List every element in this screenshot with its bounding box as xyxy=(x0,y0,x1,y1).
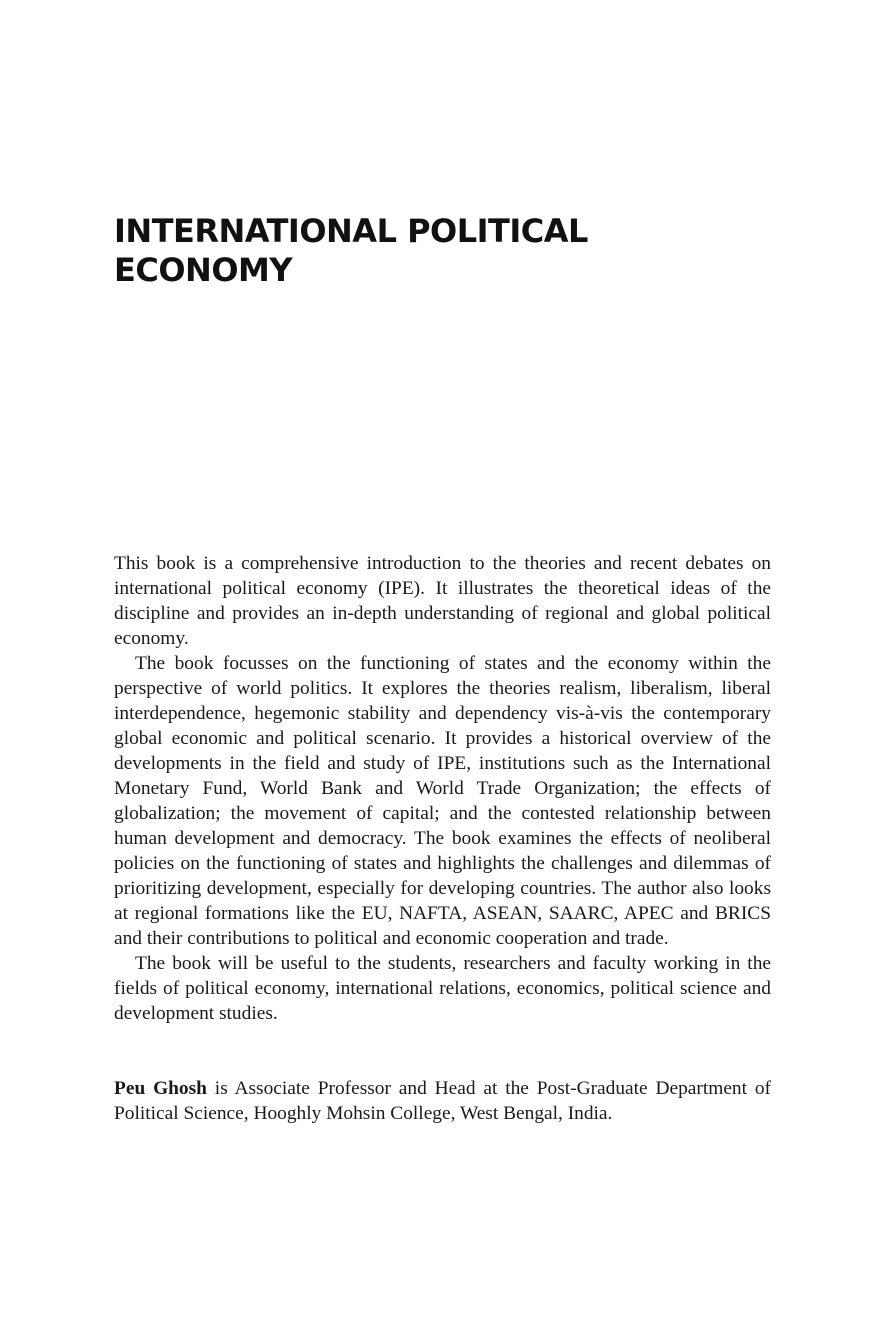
author-description: is Associate Professor and Head at the Post-Graduate Department of Political Science, Hooghly Mohsin College, West Bengal, India. xyxy=(114,1078,771,1124)
author-bio xyxy=(114,1076,771,1126)
book-title-line-1: INTERNATIONAL POLITICAL xyxy=(114,212,588,250)
book-title-line-2: ECONOMY xyxy=(114,251,293,289)
book-title xyxy=(114,212,774,290)
book-description xyxy=(114,551,771,1026)
author-name: Peu Ghosh xyxy=(114,1078,207,1099)
description-paragraph-1: This book is a comprehensive introduction to the theories and recent debates on international political economy (IPE). It illustrates the theoretical ideas of the discipline and provides an in-depth understanding of regional and global political economy. xyxy=(114,553,771,649)
description-paragraph-2: The book focusses on the functioning of states and the economy within the perspective of world politics. It explores the theories realism, liberalism, liberal interdependence, hegemonic stability and dependency vis-à-vis the contemporary global economic and political scenario. It provides a historical overview of the developments in the field and study of IPE, institutions such as the International Monetary Fund, World Bank and World Trade Organization; the effects of globalization; the movement of capital; and the contested relationship between human development and democracy. The book examines the effects of neoliberal policies on the functioning of states and highlights the challenges and dilemmas of prioritizing development, especially for developing countries. The author also looks at regional formations like the EU, NAFTA, ASEAN, SAARC, APEC and BRICS and their contributions to political and economic cooperation and trade. xyxy=(114,653,771,949)
description-paragraph-3: The book will be useful to the students, researchers and faculty working in the fields of political economy, international relations, economics, political science and development studies. xyxy=(114,953,771,1024)
